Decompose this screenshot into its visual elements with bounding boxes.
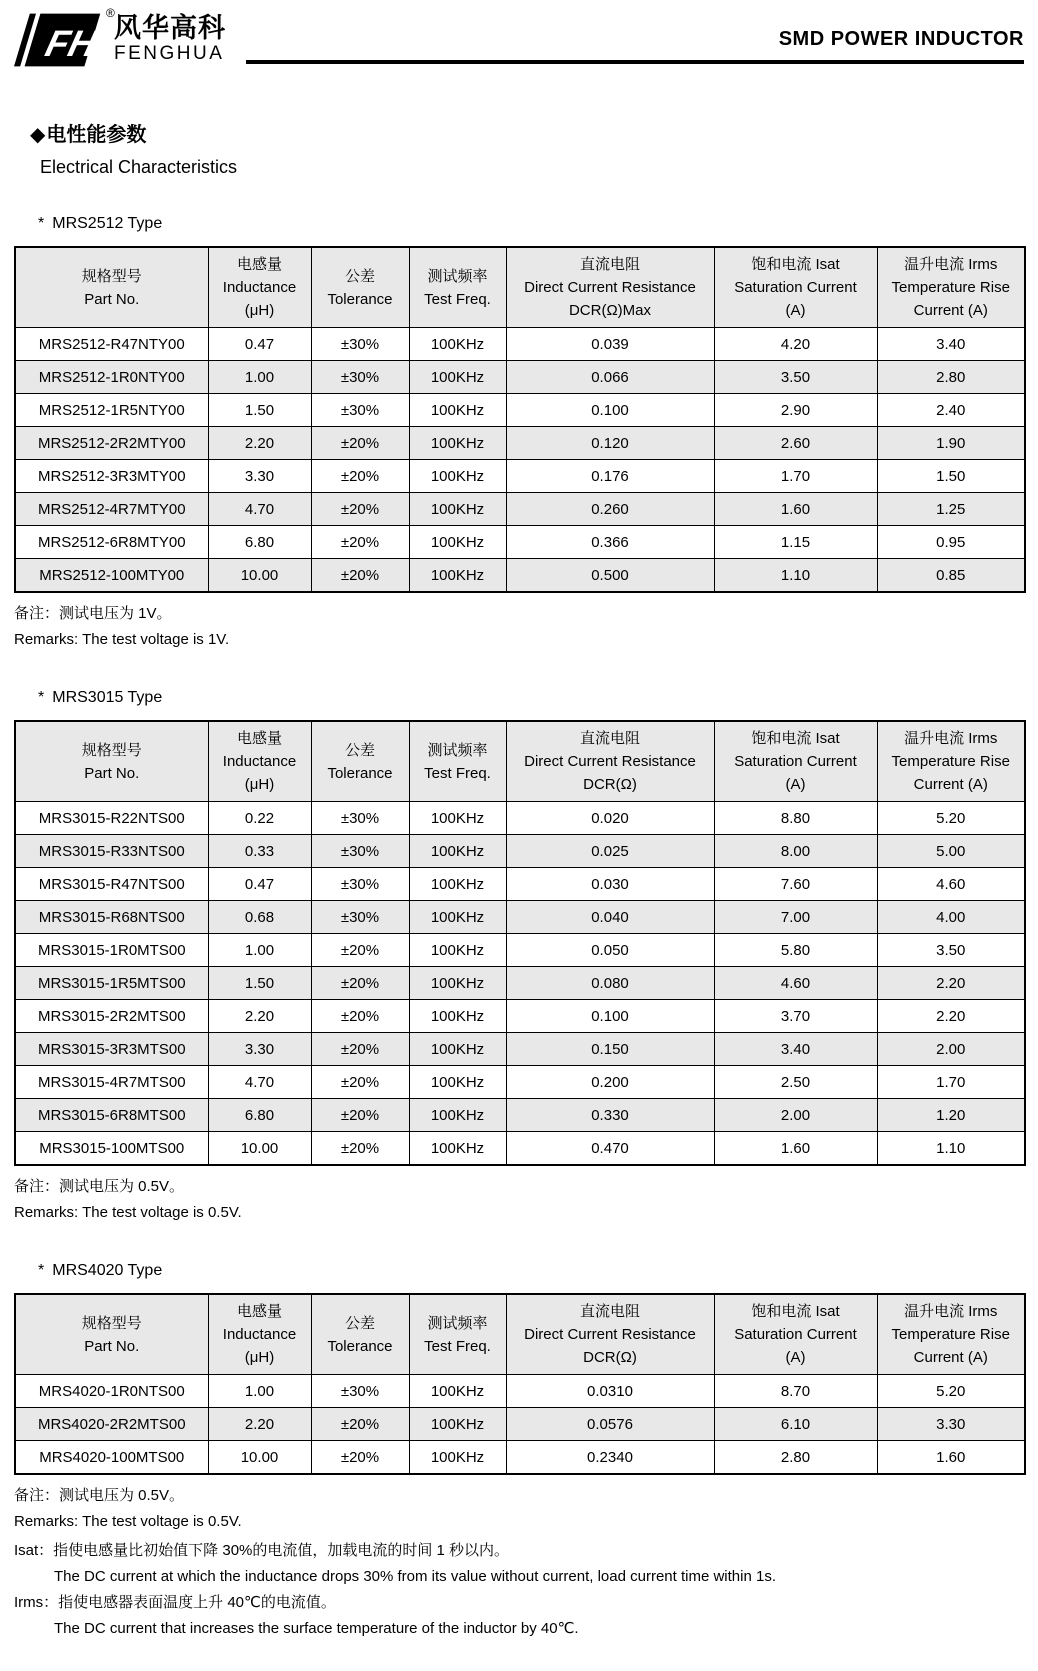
irms-header: 温升电流 Irms Temperature Rise Current (A) xyxy=(877,1294,1025,1375)
isat-cell: 4.60 xyxy=(714,967,877,1000)
table-row xyxy=(15,526,1025,559)
irms-cell: 2.00 xyxy=(877,1033,1025,1066)
brand-block xyxy=(114,8,226,66)
inductance-cell: 6.80 xyxy=(208,526,311,559)
part-no-cell: MRS3015-2R2MTS00 xyxy=(15,1000,208,1033)
dcr-cell: 0.2340 xyxy=(506,1441,714,1475)
test-freq-header: 测试频率 Test Freq. xyxy=(409,1294,506,1375)
inductance-cell: 0.22 xyxy=(208,802,311,835)
inductance-cell: 0.68 xyxy=(208,901,311,934)
dcr-cell: 0.260 xyxy=(506,493,714,526)
inductance-cell: 3.30 xyxy=(208,1033,311,1066)
irms-header: 温升电流 Irms Temperature Rise Current (A) xyxy=(877,247,1025,328)
fenghua-logo-icon xyxy=(14,8,102,72)
table-row xyxy=(15,1000,1025,1033)
dcr-cell: 0.050 xyxy=(506,934,714,967)
test-freq-cell: 100KHz xyxy=(409,1375,506,1408)
irms-cell: 5.00 xyxy=(877,835,1025,868)
irms-cell: 1.20 xyxy=(877,1099,1025,1132)
tables-root xyxy=(14,215,1024,1534)
inductance-cell: 1.00 xyxy=(208,361,311,394)
part-no-cell: MRS2512-6R8MTY00 xyxy=(15,526,208,559)
section-title-cn-text: 电性能参数 xyxy=(46,124,147,146)
asterisk: * xyxy=(38,1262,45,1279)
tolerance-cell: ±20% xyxy=(311,934,409,967)
table-row xyxy=(15,934,1025,967)
part-no-cell: MRS2512-100MTY00 xyxy=(15,559,208,593)
table-row xyxy=(15,559,1025,593)
brand-name-cn: 风华高科 xyxy=(114,13,226,43)
test-freq-header: 测试频率 Test Freq. xyxy=(409,721,506,802)
dcr-header: 直流电阻 Direct Current Resistance DCR(Ω) xyxy=(506,1294,714,1375)
part-no-cell: MRS3015-1R5MTS00 xyxy=(15,967,208,1000)
test-freq-cell: 100KHz xyxy=(409,1408,506,1441)
table-row xyxy=(15,835,1025,868)
irms-cell: 1.60 xyxy=(877,1441,1025,1475)
part-no-cell: MRS2512-R47NTY00 xyxy=(15,328,208,361)
isat-cell: 1.70 xyxy=(714,460,877,493)
dcr-cell: 0.0576 xyxy=(506,1408,714,1441)
inductance-cell: 1.00 xyxy=(208,1375,311,1408)
part-no-cell: MRS4020-100MTS00 xyxy=(15,1441,208,1475)
part-no-cell: MRS3015-R33NTS00 xyxy=(15,835,208,868)
tolerance-header: 公差 Tolerance xyxy=(311,721,409,802)
tolerance-cell: ±20% xyxy=(311,1132,409,1166)
tolerance-cell: ±20% xyxy=(311,1033,409,1066)
irms-cell: 2.20 xyxy=(877,1000,1025,1033)
isat-header: 饱和电流 Isat Saturation Current (A) xyxy=(714,247,877,328)
header-right xyxy=(246,8,1024,72)
part-no-cell: MRS4020-1R0NTS00 xyxy=(15,1375,208,1408)
asterisk: * xyxy=(38,215,45,232)
tolerance-header: 公差 Tolerance xyxy=(311,247,409,328)
irms-cell: 3.30 xyxy=(877,1408,1025,1441)
test-freq-cell: 100KHz xyxy=(409,802,506,835)
test-freq-cell: 100KHz xyxy=(409,460,506,493)
dcr-cell: 0.150 xyxy=(506,1033,714,1066)
dcr-header: 直流电阻 Direct Current Resistance DCR(Ω)Max xyxy=(506,247,714,328)
tolerance-cell: ±20% xyxy=(311,526,409,559)
irms-cell: 0.95 xyxy=(877,526,1025,559)
isat-header: 饱和电流 Isat Saturation Current (A) xyxy=(714,721,877,802)
irms-cell: 1.70 xyxy=(877,1066,1025,1099)
isat-cell: 1.60 xyxy=(714,493,877,526)
remark-line: 备注：测试电压为 1V。 xyxy=(14,605,172,622)
table-row xyxy=(15,1099,1025,1132)
footnote-line: Irms：指使电感器表面温度上升 40℃的电流值。 xyxy=(14,1594,336,1611)
test-freq-cell: 100KHz xyxy=(409,901,506,934)
test-freq-header: 测试频率 Test Freq. xyxy=(409,247,506,328)
table-row xyxy=(15,1066,1025,1099)
footnote-line: The DC current at which the inductance drops 30% from its value without current, load current time within 1s. xyxy=(54,1568,776,1585)
table-row xyxy=(15,802,1025,835)
isat-cell: 6.10 xyxy=(714,1408,877,1441)
inductance-cell: 10.00 xyxy=(208,1132,311,1166)
svg-text:FH: FH xyxy=(41,22,102,64)
isat-cell: 3.50 xyxy=(714,361,877,394)
remark-line: 备注：测试电压为 0.5V。 xyxy=(14,1178,185,1195)
isat-cell: 2.80 xyxy=(714,1441,877,1475)
type-heading-mrs4020 xyxy=(38,1262,1024,1280)
part-no-cell: MRS2512-2R2MTY00 xyxy=(15,427,208,460)
irms-cell: 1.10 xyxy=(877,1132,1025,1166)
table-row xyxy=(15,1033,1025,1066)
irms-cell: 4.00 xyxy=(877,901,1025,934)
test-freq-cell: 100KHz xyxy=(409,1033,506,1066)
table-row xyxy=(15,901,1025,934)
inductance-cell: 1.00 xyxy=(208,934,311,967)
test-freq-cell: 100KHz xyxy=(409,394,506,427)
test-freq-cell: 100KHz xyxy=(409,427,506,460)
table-row xyxy=(15,868,1025,901)
remark-line: Remarks: The test voltage is 0.5V. xyxy=(14,1204,242,1221)
inductance-cell: 2.20 xyxy=(208,1000,311,1033)
isat-cell: 5.80 xyxy=(714,934,877,967)
table-section-mrs2512 xyxy=(14,215,1024,652)
dcr-cell: 0.366 xyxy=(506,526,714,559)
diamond-bullet-icon: ◆ xyxy=(30,124,46,146)
table-row xyxy=(15,1408,1025,1441)
tolerance-cell: ±20% xyxy=(311,427,409,460)
isat-cell: 2.90 xyxy=(714,394,877,427)
irms-cell: 2.80 xyxy=(877,361,1025,394)
inductance-header: 电感量 Inductance (μH) xyxy=(208,247,311,328)
isat-cell: 1.60 xyxy=(714,1132,877,1166)
tolerance-cell: ±30% xyxy=(311,868,409,901)
inductance-cell: 4.70 xyxy=(208,493,311,526)
inductance-header: 电感量 Inductance (μH) xyxy=(208,721,311,802)
dcr-cell: 0.080 xyxy=(506,967,714,1000)
type-label-mrs2512: MRS2512 Type xyxy=(52,215,163,232)
isat-cell: 1.10 xyxy=(714,559,877,593)
header-rule xyxy=(246,60,1024,64)
tolerance-header: 公差 Tolerance xyxy=(311,1294,409,1375)
tolerance-cell: ±30% xyxy=(311,901,409,934)
tolerance-cell: ±30% xyxy=(311,835,409,868)
tolerance-cell: ±20% xyxy=(311,493,409,526)
part-no-cell: MRS2512-1R5NTY00 xyxy=(15,394,208,427)
irms-cell: 5.20 xyxy=(877,1375,1025,1408)
tolerance-cell: ±20% xyxy=(311,1000,409,1033)
inductance-cell: 1.50 xyxy=(208,394,311,427)
test-freq-cell: 100KHz xyxy=(409,328,506,361)
isat-header: 饱和电流 Isat Saturation Current (A) xyxy=(714,1294,877,1375)
inductance-cell: 0.33 xyxy=(208,835,311,868)
table-row xyxy=(15,361,1025,394)
footnotes xyxy=(14,1538,1024,1641)
test-freq-cell: 100KHz xyxy=(409,934,506,967)
inductance-header: 电感量 Inductance (μH) xyxy=(208,1294,311,1375)
inductance-cell: 10.00 xyxy=(208,559,311,593)
remarks-mrs2512 xyxy=(14,601,1024,652)
irms-cell: 2.40 xyxy=(877,394,1025,427)
table-section-mrs4020 xyxy=(14,1262,1024,1534)
section-title-cn xyxy=(30,118,1024,147)
irms-cell: 5.20 xyxy=(877,802,1025,835)
dcr-cell: 0.470 xyxy=(506,1132,714,1166)
header-row xyxy=(15,721,1025,802)
dcr-cell: 0.330 xyxy=(506,1099,714,1132)
test-freq-cell: 100KHz xyxy=(409,967,506,1000)
test-freq-cell: 100KHz xyxy=(409,1000,506,1033)
section-heading xyxy=(30,118,1024,178)
part-no-header: 规格型号 Part No. xyxy=(15,1294,208,1375)
isat-cell: 3.70 xyxy=(714,1000,877,1033)
type-label-mrs4020: MRS4020 Type xyxy=(52,1262,163,1279)
dcr-cell: 0.025 xyxy=(506,835,714,868)
fenghua-logo xyxy=(14,8,246,72)
irms-header: 温升电流 Irms Temperature Rise Current (A) xyxy=(877,721,1025,802)
type-heading-mrs2512 xyxy=(38,215,1024,233)
spec-table-mrs3015 xyxy=(14,720,1026,1166)
inductance-cell: 2.20 xyxy=(208,1408,311,1441)
dcr-cell: 0.100 xyxy=(506,1000,714,1033)
tolerance-cell: ±20% xyxy=(311,460,409,493)
part-no-cell: MRS4020-2R2MTS00 xyxy=(15,1408,208,1441)
part-no-cell: MRS3015-100MTS00 xyxy=(15,1132,208,1166)
isat-cell: 8.80 xyxy=(714,802,877,835)
inductance-cell: 4.70 xyxy=(208,1066,311,1099)
part-no-cell: MRS3015-3R3MTS00 xyxy=(15,1033,208,1066)
irms-cell: 0.85 xyxy=(877,559,1025,593)
table-row xyxy=(15,394,1025,427)
section-title-en: Electrical Characteristics xyxy=(40,157,238,177)
test-freq-cell: 100KHz xyxy=(409,493,506,526)
tolerance-cell: ±20% xyxy=(311,1441,409,1475)
table-row xyxy=(15,427,1025,460)
table-row xyxy=(15,460,1025,493)
remark-line: Remarks: The test voltage is 1V. xyxy=(14,631,230,648)
table-section-mrs3015 xyxy=(14,689,1024,1225)
tolerance-cell: ±20% xyxy=(311,1099,409,1132)
irms-cell: 1.25 xyxy=(877,493,1025,526)
inductance-cell: 1.50 xyxy=(208,967,311,1000)
asterisk: * xyxy=(38,689,45,706)
part-no-cell: MRS3015-4R7MTS00 xyxy=(15,1066,208,1099)
inductance-cell: 0.47 xyxy=(208,868,311,901)
table-row xyxy=(15,328,1025,361)
isat-cell: 2.60 xyxy=(714,427,877,460)
inductance-cell: 2.20 xyxy=(208,427,311,460)
isat-cell: 3.40 xyxy=(714,1033,877,1066)
dcr-cell: 0.0310 xyxy=(506,1375,714,1408)
dcr-cell: 0.030 xyxy=(506,868,714,901)
test-freq-cell: 100KHz xyxy=(409,868,506,901)
remark-line: Remarks: The test voltage is 0.5V. xyxy=(14,1513,242,1530)
isat-cell: 8.70 xyxy=(714,1375,877,1408)
tolerance-cell: ±20% xyxy=(311,1408,409,1441)
irms-cell: 3.40 xyxy=(877,328,1025,361)
irms-cell: 1.90 xyxy=(877,427,1025,460)
remark-line: 备注：测试电压为 0.5V。 xyxy=(14,1487,185,1504)
spec-table-mrs4020 xyxy=(14,1293,1026,1475)
spec-table-mrs2512 xyxy=(14,246,1026,593)
dcr-cell: 0.120 xyxy=(506,427,714,460)
dcr-cell: 0.040 xyxy=(506,901,714,934)
footnote-line: Isat：指使电感量比初始值下降 30%的电流值，加载电流的时间 1 秒以内。 xyxy=(14,1542,510,1559)
part-no-cell: MRS3015-R22NTS00 xyxy=(15,802,208,835)
table-row xyxy=(15,1441,1025,1475)
header-row xyxy=(15,1294,1025,1375)
header-row xyxy=(15,247,1025,328)
tolerance-cell: ±20% xyxy=(311,559,409,593)
dcr-cell: 0.200 xyxy=(506,1066,714,1099)
test-freq-cell: 100KHz xyxy=(409,1066,506,1099)
dcr-cell: 0.020 xyxy=(506,802,714,835)
isat-cell: 1.15 xyxy=(714,526,877,559)
tolerance-cell: ±30% xyxy=(311,328,409,361)
dcr-header: 直流电阻 Direct Current Resistance DCR(Ω) xyxy=(506,721,714,802)
tolerance-cell: ±30% xyxy=(311,802,409,835)
part-no-cell: MRS3015-6R8MTS00 xyxy=(15,1099,208,1132)
inductance-cell: 10.00 xyxy=(208,1441,311,1475)
isat-cell: 7.00 xyxy=(714,901,877,934)
footnote-line: The DC current that increases the surface temperature of the inductor by 40℃. xyxy=(54,1620,579,1637)
isat-cell: 4.20 xyxy=(714,328,877,361)
part-no-cell: MRS3015-R47NTS00 xyxy=(15,868,208,901)
inductance-cell: 0.47 xyxy=(208,328,311,361)
test-freq-cell: 100KHz xyxy=(409,526,506,559)
dcr-cell: 0.176 xyxy=(506,460,714,493)
isat-cell: 7.60 xyxy=(714,868,877,901)
part-no-cell: MRS2512-4R7MTY00 xyxy=(15,493,208,526)
irms-cell: 4.60 xyxy=(877,868,1025,901)
tolerance-cell: ±20% xyxy=(311,1066,409,1099)
page-header xyxy=(14,8,1024,72)
test-freq-cell: 100KHz xyxy=(409,1099,506,1132)
table-row xyxy=(15,967,1025,1000)
table-row xyxy=(15,1132,1025,1166)
part-no-cell: MRS2512-1R0NTY00 xyxy=(15,361,208,394)
remarks-mrs4020 xyxy=(14,1483,1024,1534)
table-row xyxy=(15,1375,1025,1408)
type-label-mrs3015: MRS3015 Type xyxy=(52,689,163,706)
part-no-cell: MRS2512-3R3MTY00 xyxy=(15,460,208,493)
part-no-cell: MRS3015-1R0MTS00 xyxy=(15,934,208,967)
irms-cell: 1.50 xyxy=(877,460,1025,493)
test-freq-cell: 100KHz xyxy=(409,1441,506,1475)
part-no-header: 规格型号 Part No. xyxy=(15,247,208,328)
test-freq-cell: 100KHz xyxy=(409,1132,506,1166)
type-heading-mrs3015 xyxy=(38,689,1024,707)
table-row xyxy=(15,493,1025,526)
isat-cell: 2.50 xyxy=(714,1066,877,1099)
isat-cell: 8.00 xyxy=(714,835,877,868)
inductance-cell: 6.80 xyxy=(208,1099,311,1132)
test-freq-cell: 100KHz xyxy=(409,559,506,593)
tolerance-cell: ±30% xyxy=(311,361,409,394)
tolerance-cell: ±30% xyxy=(311,1375,409,1408)
dcr-cell: 0.066 xyxy=(506,361,714,394)
test-freq-cell: 100KHz xyxy=(409,361,506,394)
irms-cell: 2.20 xyxy=(877,967,1025,1000)
dcr-cell: 0.100 xyxy=(506,394,714,427)
part-no-header: 规格型号 Part No. xyxy=(15,721,208,802)
irms-cell: 3.50 xyxy=(877,934,1025,967)
registered-trademark-icon: ® xyxy=(106,6,115,20)
part-no-cell: MRS3015-R68NTS00 xyxy=(15,901,208,934)
inductance-cell: 3.30 xyxy=(208,460,311,493)
tolerance-cell: ±30% xyxy=(311,394,409,427)
dcr-cell: 0.039 xyxy=(506,328,714,361)
tolerance-cell: ±20% xyxy=(311,967,409,1000)
isat-cell: 2.00 xyxy=(714,1099,877,1132)
remarks-mrs3015 xyxy=(14,1174,1024,1225)
brand-name-en: FENGHUA xyxy=(114,43,225,64)
dcr-cell: 0.500 xyxy=(506,559,714,593)
document-title: SMD POWER INDUCTOR xyxy=(778,28,1024,50)
test-freq-cell: 100KHz xyxy=(409,835,506,868)
